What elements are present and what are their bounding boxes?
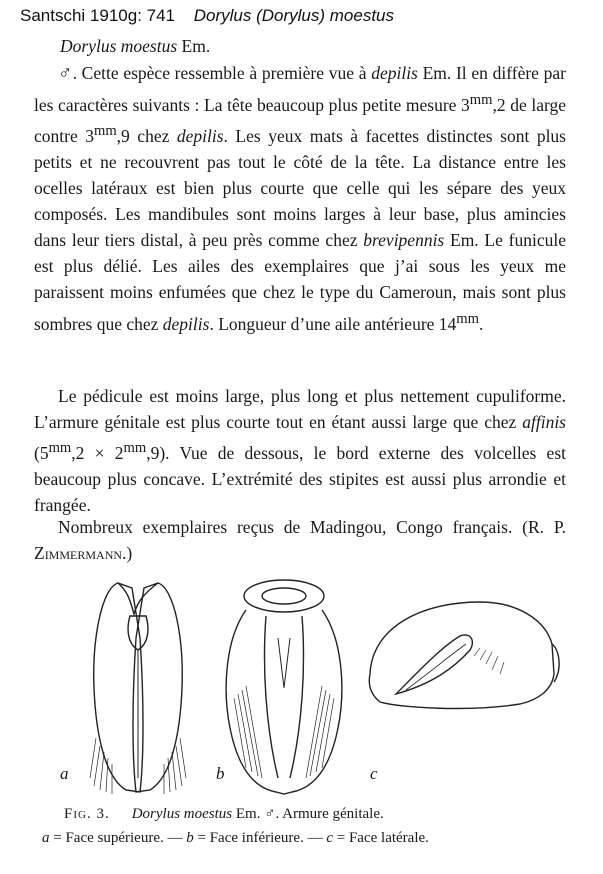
figure-caption-title xyxy=(64,806,384,823)
citation: Santschi 1910g: 741 xyxy=(20,6,176,25)
citation-header xyxy=(20,6,394,26)
drawing-b xyxy=(226,580,342,794)
species-author: Em. xyxy=(181,36,211,56)
paragraph-pedicule: Le pédicule est moins large, plus long et plus nettement cupuliforme. L’armure génitale est plus courte tout en étant aussi large que chez affinis $(5^{mm},2 \times 2^{mm},9)$. Vue de dessous, le bord externe des volcelles est beaucoup plus concave. L’extrémité des stipites est aussi plus arrondie et frangée. xyxy=(34,386,566,516)
figure-drawings xyxy=(40,578,580,808)
pedicule-paragraph xyxy=(34,383,566,518)
description-paragraph xyxy=(34,60,566,336)
locality-paragraph xyxy=(34,514,566,566)
male-symbol: ♂ xyxy=(58,63,73,84)
species-title xyxy=(60,36,210,57)
figure-label-c: c xyxy=(370,764,378,783)
drawing-a xyxy=(90,583,186,794)
header-species: Dorylus (Dorylus) moestus xyxy=(193,6,395,25)
species-name: Dorylus moestus xyxy=(60,36,178,56)
paragraph-male: ♂. Cette espèce ressemble à première vue à depilis Em. Il en diffère par les caractères suivants : La tête beaucoup plus petite mesure $3^{mm},2$ de large contre $3^{mm},9$ chez depilis. Les yeux mats à facettes distinctes sont plus petits et ne recouvrent pas tout le côté de la tête. La distance entre les ocelles latéraux est bien plus courte que celle qui les sépare des yeux composés. Les mandibules sont moins larges à leur base, plus amincies dans leur tiers distal, à peu près comme chez brevipennis Em. Le funicule est plus délié. Les ailes des exemplaires que j’ai sous les yeux me paraissent moins enfumées que chez le type du Cameroun, mais sont plus sombres que chez depilis. Longueur d’une aile antérieure $14^{mm}$. xyxy=(34,63,566,334)
figure-label-a: a xyxy=(60,764,69,783)
figure-caption-legend: a = Face supérieure. — b = Face inférieure. — c = Face latérale. xyxy=(42,830,429,846)
caption-rest: Em. ♂. Armure génitale. xyxy=(232,806,384,822)
caption-species: Dorylus moestus xyxy=(131,806,233,822)
figure-label-b: b xyxy=(216,764,225,783)
genitalia-figure xyxy=(40,578,580,808)
paragraph-locality: Nombreux exemplaires reçus de Madingou, Congo français. (R. P. Zimmermann.) xyxy=(34,517,566,564)
figure-number: Fig. 3. xyxy=(64,806,110,822)
drawing-c xyxy=(369,602,559,708)
